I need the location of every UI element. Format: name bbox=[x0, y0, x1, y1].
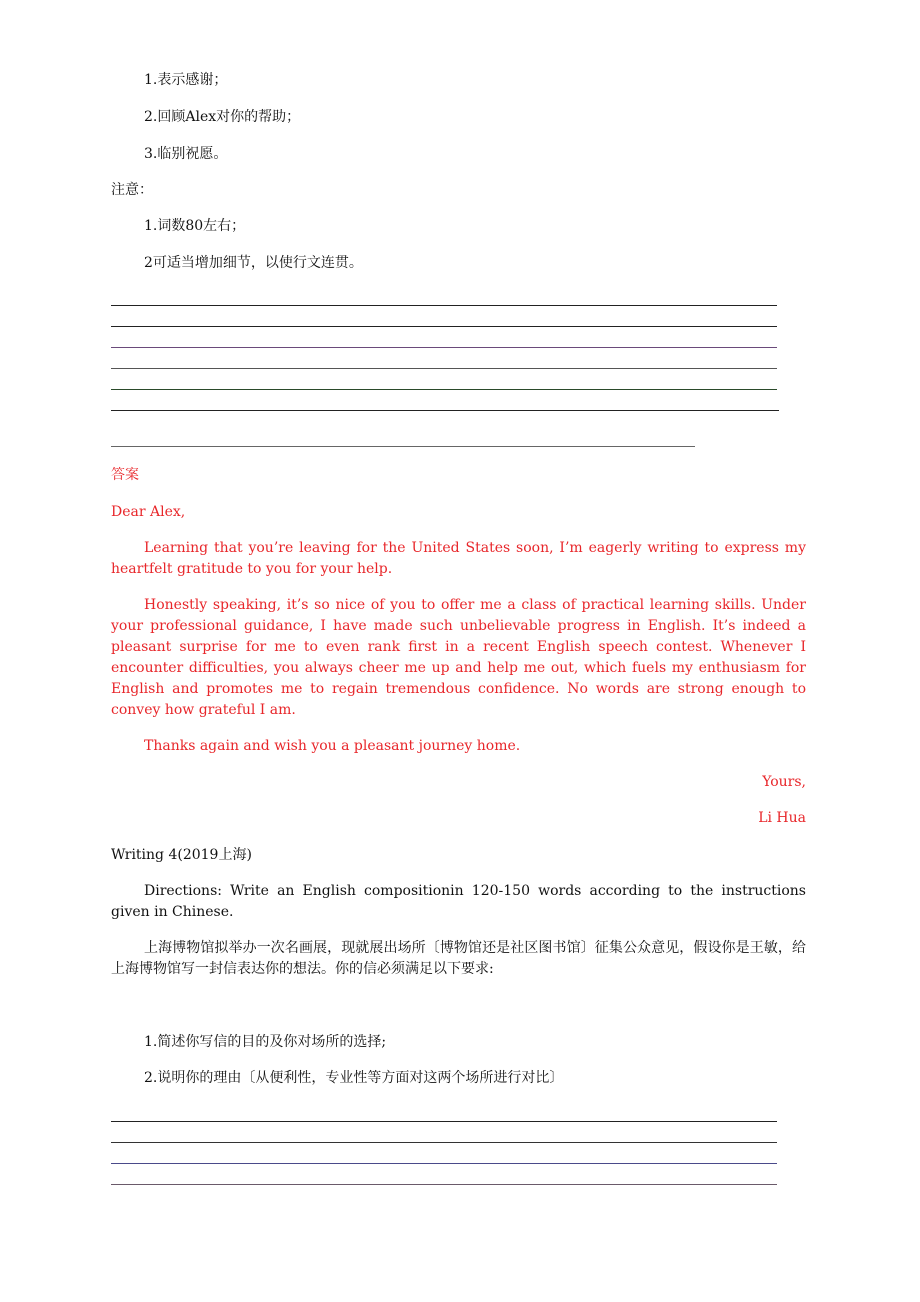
answer-line bbox=[111, 446, 695, 447]
requirement-item: 3.临别祝愿。 bbox=[144, 146, 228, 162]
letter-paragraph: Learning that you’re leaving for the United States soon, I’m eagerly writing to express my heartfelt gratitude to you for your help. bbox=[111, 540, 806, 577]
task-prompt: 上海博物馆拟举办一次名画展，现就展出场所〔博物馆还是社区图书馆〕征集公众意见，假设你是王敏，给上海博物馆写一封信表达你的想法。你的信必须满足以下要求: bbox=[111, 940, 806, 977]
letter-salutation: Dear Alex, bbox=[111, 504, 186, 520]
answer-label: 答案 bbox=[111, 467, 139, 483]
letter-closing: Yours, bbox=[762, 774, 806, 790]
directions: Directions: Write an English compositionin 120-150 words according to the instructions given in Chinese. bbox=[111, 883, 806, 920]
answer-line bbox=[111, 368, 777, 369]
note-label: 注意： bbox=[111, 182, 153, 198]
letter-paragraph: Thanks again and wish you a pleasant journey home. bbox=[144, 738, 521, 754]
answer-line bbox=[111, 410, 779, 411]
note-item: 1.词数80左右； bbox=[144, 218, 246, 234]
answer-line bbox=[111, 1142, 777, 1143]
answer-line bbox=[111, 1121, 777, 1122]
answer-line bbox=[111, 1163, 777, 1164]
requirement-item: 2.回顾Alex对你的帮助； bbox=[144, 109, 301, 125]
answer-line bbox=[111, 326, 777, 327]
answer-line bbox=[111, 389, 777, 390]
letter-signature: Li Hua bbox=[758, 810, 806, 826]
requirement-item: 1.表示感谢； bbox=[144, 72, 228, 88]
answer-line bbox=[111, 347, 777, 348]
letter-paragraph: Honestly speaking, it’s so nice of you to offer me a class of practical learning skills. Under your professional guidance, I have made such unbelievable progress in English. It’s indeed a pleasant surprise for me to even rank first in a recent English speech contest. Whenever I encounter difficulties, you always cheer me up and help me out, which fuels my enthusiasm for English and promotes me to regain tremendous confidence. No words are strong enough to convey how grateful I am. bbox=[111, 597, 806, 718]
answer-line bbox=[111, 1184, 777, 1185]
answer-line bbox=[111, 305, 777, 306]
requirement-item: 1.简述你写信的目的及你对场所的选择; bbox=[144, 1034, 387, 1050]
requirement-item: 2.说明你的理由〔从便利性，专业性等方面对这两个场所进行对比〕 bbox=[144, 1070, 564, 1086]
section-title: Writing 4(2019上海) bbox=[111, 847, 252, 863]
note-item: 2可适当增加细节，以使行文连贯。 bbox=[144, 255, 363, 271]
